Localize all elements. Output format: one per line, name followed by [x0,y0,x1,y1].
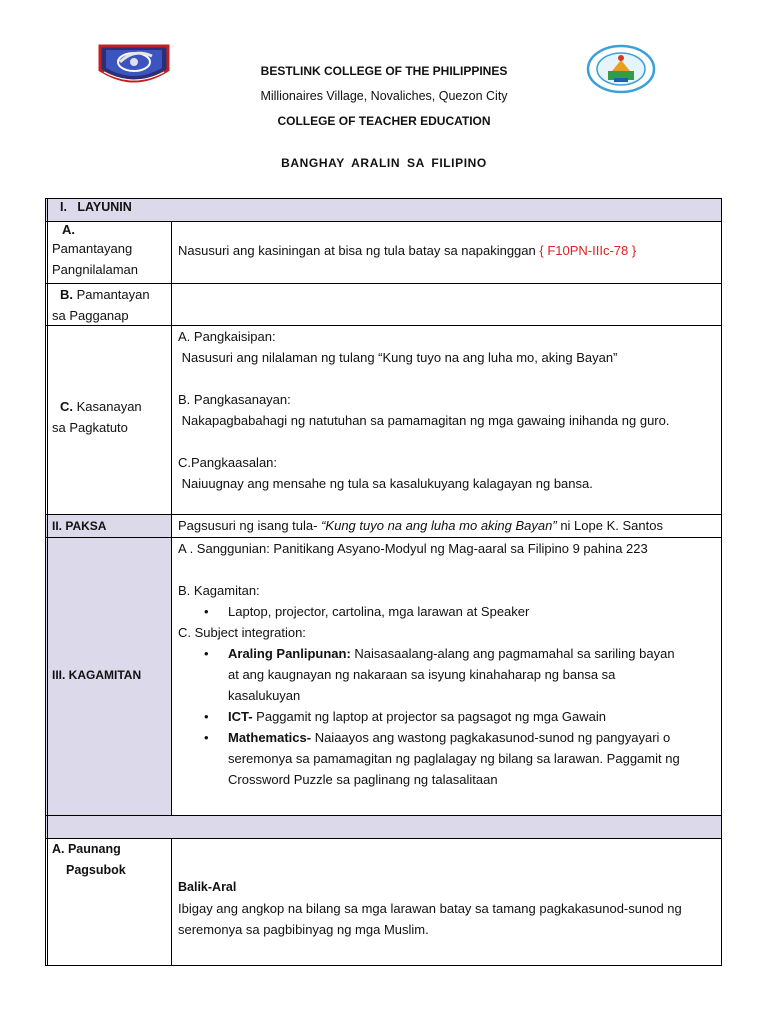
pamantayang-pangnilalaman-label [45,221,172,284]
kagamitan-list [178,601,715,622]
kasanayan-sa-pagkatuto-label [45,325,172,515]
poem-author: ni Lope K. Santos [556,518,663,533]
paksa-content [171,514,722,538]
integration-text: Crossword Puzzle sa paglinang ng talasalitaan [228,772,498,787]
kagamitan-label-cell [45,537,172,816]
pangkasanayan-text: Nakapagbabahagi ng natutuhan sa pamamagitan ng mga gawaing inihanda ng guro. [178,413,670,428]
subject-name: Mathematics- [228,730,312,745]
integration-text: seremonya sa pamamagitan ng paglalagay ng bilang sa larawan. Paggamit ng [228,751,680,766]
paunang-label-line1: A. Paunang [52,842,121,856]
sanggunian-text: A . Sanggunian: Panitikang Asyano-Modyul ng Mag-aaral sa Filipino 9 pahina 223 [178,541,648,556]
competency-code: { F10PN-IIIc-78 } [539,243,637,258]
document-title: BANGHAY ARALIN SA FILIPINO [281,156,487,170]
poem-title: “Kung tuyo na ang luha mo aking Bayan” [321,518,557,533]
pangkaisipan-title: A. Pangkaisipan: [178,329,276,344]
college-name: BESTLINK COLLEGE OF THE PHILIPPINES [260,64,508,78]
pamantayan-sa-pagganap-content [171,283,722,326]
paunang-pagsubok-label [45,838,172,966]
integration-ict [228,706,715,727]
row-c-letter: C. [60,399,73,414]
college-address: Millionaires Village, Novaliches, Quezon City [260,89,508,103]
row-b-label-line2: sa Pagganap [52,308,129,323]
balik-aral-text-line1: Ibigay ang angkop na bilang sa mga larawan batay sa tamang pagkakasunod-sunod ng [178,901,682,916]
pamantayang-pangnilalaman-content [171,221,722,284]
row-b-label-line1: Pamantayan [73,287,150,302]
department-name: COLLEGE OF TEACHER EDUCATION [277,114,491,128]
pangkaasalan-text: Naiuugnay ang mensahe ng tula sa kasalukuyang kalagayan ng bansa. [178,476,593,491]
pangkaasalan-title: C.Pangkaasalan: [178,455,278,470]
integration-mathematics [228,727,715,790]
pamantayang-pangnilalaman-text: Nasusuri ang kasiningan at bisa ng tula batay sa napakinggan [178,243,540,258]
layunin-header-row [45,198,722,222]
integration-araling-panlipunan [228,643,715,706]
integration-text: Paggamit ng laptop at projector sa pagsagot ng mga Gawain [252,709,606,724]
integration-text: at ang kaugnayan ng nakaraan sa isyung kinahaharap ng bansa sa [228,667,616,682]
pangkasanayan-title: B. Pangkasanayan: [178,392,291,407]
integration-list [178,643,715,790]
pamantayan-sa-pagganap-label [45,283,172,326]
paksa-label: II. PAKSA [52,519,107,533]
balik-aral-text-line2: seremonya sa pagbibinyag ng mga Muslim. [178,922,429,937]
row-a-label-line1: Pamantayang [52,241,133,256]
subject-name: Araling Panlipunan: [228,646,351,661]
kagamitan-item: • Laptop, projector, cartolina, mga larawan at Speaker [228,601,715,622]
document-header [0,0,768,200]
paksa-label-cell [45,514,172,538]
row-c-label-line2: sa Pagkatuto [52,420,128,435]
kasanayan-sa-pagkatuto-content [171,325,722,515]
paunang-pagsubok-content [171,838,722,966]
integration-text: kasalukuyan [228,688,301,703]
row-a-letter: A. [62,222,75,237]
integration-title: C. Subject integration: [178,625,306,640]
kagamitan-label: III. KAGAMITAN [52,668,142,682]
pangkaisipan-text: Nasusuri ang nilalaman ng tulang “Kung tuyo na ang luha mo, aking Bayan” [178,350,618,365]
paksa-prefix: Pagsusuri ng isang tula- [178,518,322,533]
integration-text: Naisasaalang-alang ang pagmamahal sa sariling bayan [350,646,675,661]
row-a-label-line2: Pangnilalaman [52,262,139,277]
paunang-label-line2: Pagsubok [66,863,126,877]
kagamitan-content [171,537,722,816]
balik-aral-title: Balik-Aral [178,880,237,894]
row-c-label-line1: Kasanayan [73,399,142,414]
subject-name: ICT- [228,709,253,724]
row-b-letter: B. [60,287,73,302]
kagamitan-title: B. Kagamitan: [178,583,260,598]
layunin-header: I. LAYUNIN [60,200,132,214]
section-separator-row [45,815,722,839]
lesson-plan-table [45,198,722,966]
integration-text: Naiaayos ang wastong pagkakasunod-sunod ng pangyayari o [311,730,671,745]
